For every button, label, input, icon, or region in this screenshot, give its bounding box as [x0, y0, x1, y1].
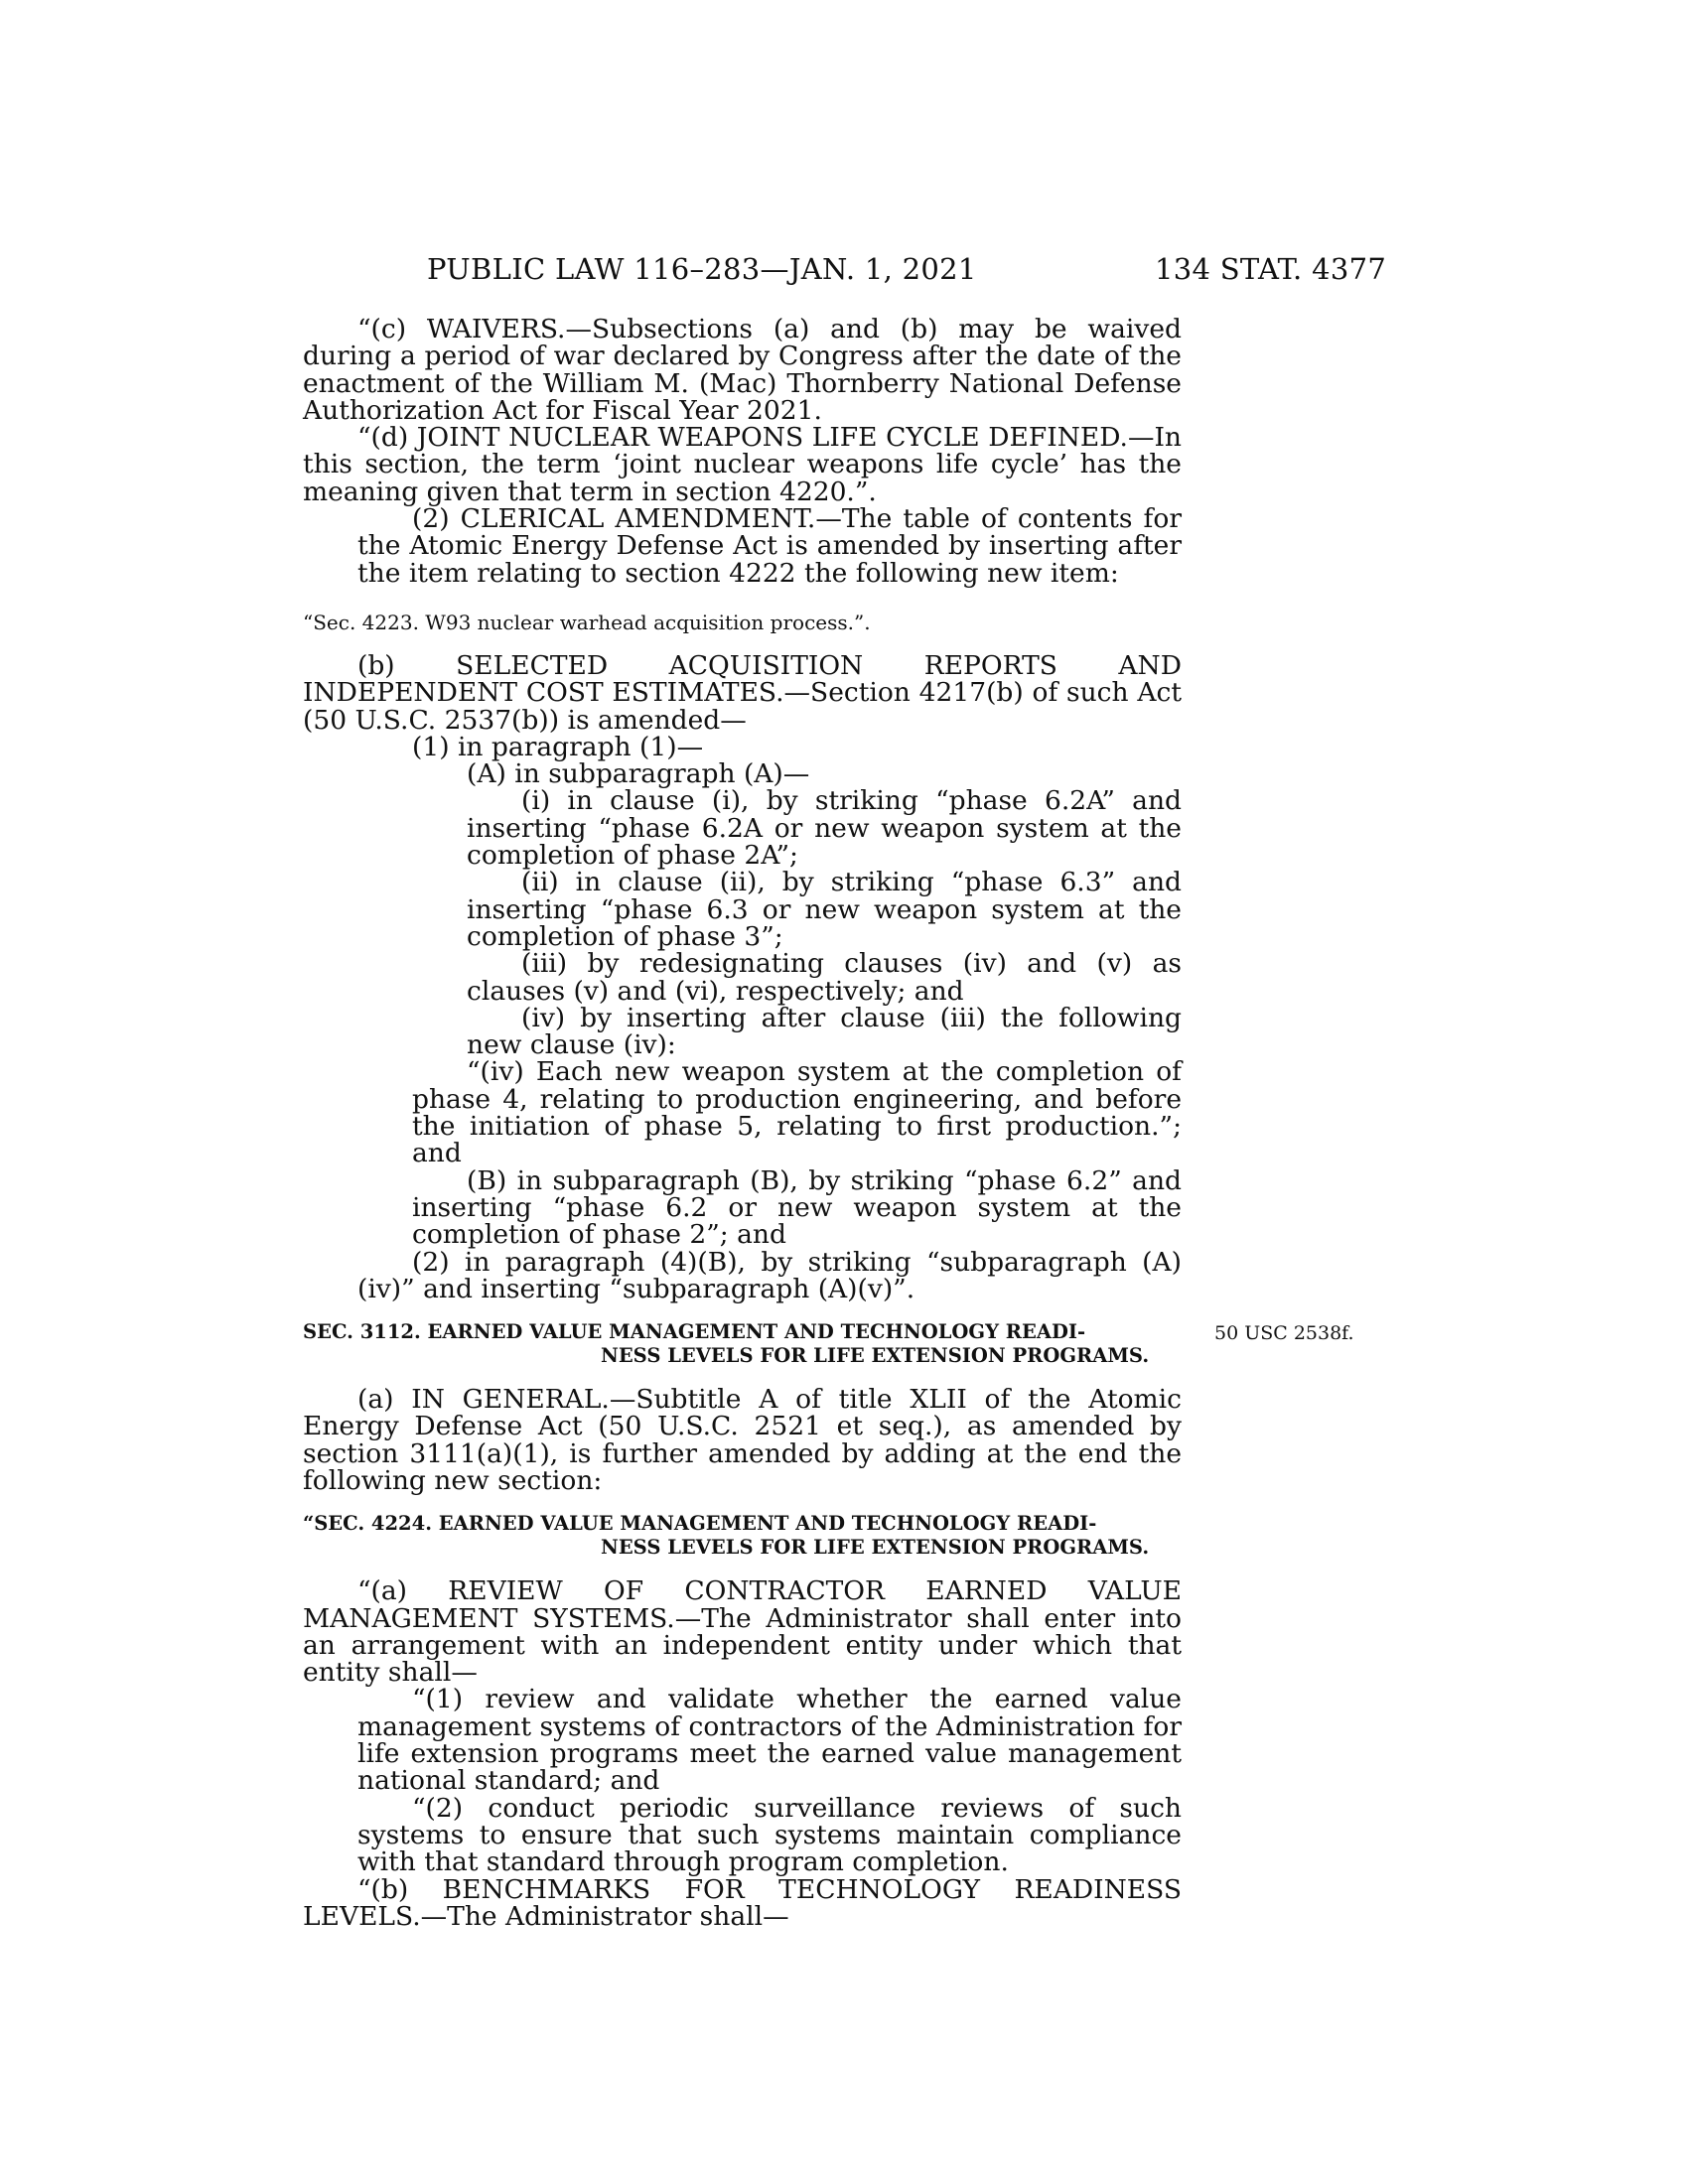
- subsection-a-in-general: (a) IN GENERAL.—Subtitle A of title XLII of the Atomic Energy Defense Act (50 U.S.C. 2521 et seq.), as amended by section 3111(a)(1), is further amended by adding at the end the following new section:: [303, 1384, 1182, 1496]
- subsection-b-selected-reports: (b) SELECTED ACQUISITION REPORTS AND INDEPENDENT COST ESTIMATES.—Section 4217(b) of such Act (50 U.S.C. 2537(b)) is amended—: [303, 649, 1182, 736]
- section-4224-heading: [303, 1512, 1182, 1560]
- paragraph-1: (1) in paragraph (1)—: [412, 731, 704, 762]
- clause-iv: (iv) by inserting after clause (iii) the following new clause (iv):: [467, 1002, 1182, 1061]
- section-3112-heading-line1: SEC. 3112. EARNED VALUE MANAGEMENT AND TECHNOLOGY READI-: [303, 1320, 1086, 1344]
- clause-i: (i) in clause (i), by striking “phase 6.2A” and inserting “phase 6.2A or new weapon system at the completion of phase 2A”;: [467, 785, 1182, 872]
- subsection-b-benchmarks: “(b) BENCHMARKS FOR TECHNOLOGY READINESS LEVELS.—The Administrator shall—: [303, 1873, 1182, 1932]
- page-stat-number: 134 STAT. 4377: [1155, 252, 1387, 286]
- subparagraph-A: (A) in subparagraph (A)—: [467, 758, 810, 790]
- paragraph-2: (2) in paragraph (4)(B), by striking “subparagraph (A)(iv)” and inserting “subparagraph (A)(v)”.: [357, 1246, 1182, 1304]
- section-4224-heading-line1: “SEC. 4224. EARNED VALUE MANAGEMENT AND TECHNOLOGY READI-: [303, 1512, 1097, 1536]
- clerical-amendment: (2) CLERICAL AMENDMENT.—The table of contents for the Atomic Energy Defense Act is amended by inserting after the item relating to section 4222 the following new item:: [357, 503, 1182, 589]
- table-of-contents-item: “Sec. 4223. W93 nuclear warhead acquisition process.”.: [303, 610, 871, 634]
- section-4224-heading-line2: NESS LEVELS FOR LIFE EXTENSION PROGRAMS.: [601, 1536, 1150, 1560]
- quoted-new-clause-iv: “(iv) Each new weapon system at the completion of phase 4, relating to production engineering, and before the initiation of phase 5, relating to first production.”; and: [412, 1056, 1182, 1169]
- subsection-d-definition: “(d) JOINT NUCLEAR WEAPONS LIFE CYCLE DEFINED.—In this section, the term ‘joint nuclear weapons life cycle’ has the meaning given that term in section 4220.”.: [303, 422, 1182, 507]
- subsection-a-review: “(a) REVIEW OF CONTRACTOR EARNED VALUE MANAGEMENT SYSTEMS.—The Administrator shall enter into an arrangement with an independent entity under which that entity shall—: [303, 1575, 1182, 1689]
- clause-iii: (iii) by redesignating clauses (iv) and (v) as clauses (v) and (vi), respectively; and: [467, 948, 1182, 1007]
- margin-citation-note: 50 USC 2538f.: [1214, 1322, 1354, 1345]
- section-3112-heading: [303, 1320, 1182, 1368]
- subparagraph-B: (B) in subparagraph (B), by striking “phase 6.2” and inserting “phase 6.2 or new weapon system at the completion of phase 2”; and: [412, 1164, 1182, 1251]
- clause-ii: (ii) in clause (ii), by striking “phase 6.3” and inserting “phase 6.3 or new weapon system at the completion of phase 3”;: [467, 867, 1182, 952]
- review-paragraph-2: “(2) conduct periodic surveillance reviews of such systems to ensure that such systems maintain compliance with that standard through program completion.: [357, 1792, 1182, 1878]
- subsection-c-waivers: “(c) WAIVERS.—Subsections (a) and (b) may be waived during a period of war declared by Congress after the date of the enactment of the William M. (Mac) Thornberry National Defense Authorization Act for Fiscal Year 2021.: [303, 314, 1182, 426]
- section-3112-heading-line2: NESS LEVELS FOR LIFE EXTENSION PROGRAMS.: [601, 1344, 1150, 1368]
- page-header: [0, 252, 1688, 292]
- running-head-title: PUBLIC LAW 116–283—JAN. 1, 2021: [427, 252, 977, 286]
- document-body: [303, 316, 1182, 1930]
- review-paragraph-1: “(1) review and validate whether the earned value management systems of contractors of the Administration for life extension programs meet the earned value management national standard; and: [357, 1684, 1182, 1797]
